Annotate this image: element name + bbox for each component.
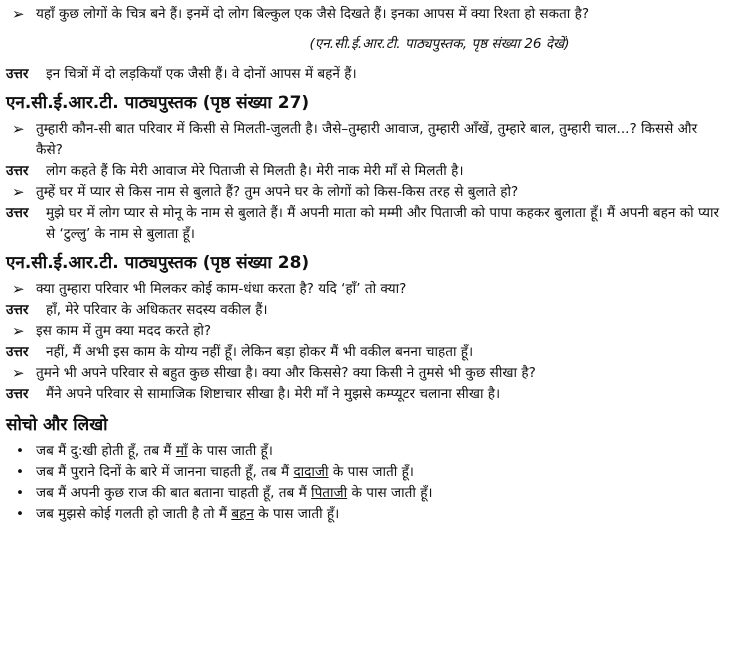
question-text: क्या तुम्हारा परिवार भी मिलकर कोई काम-धंधा करता है? यदि ‘हाँ’ तो क्या? (36, 281, 407, 297)
answer-28-1 (6, 300, 723, 321)
bullet-text-after: के पास जाती हूँ। (253, 506, 340, 522)
question-text: तुमने भी अपने परिवार से बहुत कुछ सीखा है। क्या और किससे? क्या किसी ने तुमसे भी कुछ सीखा है? (36, 365, 536, 381)
answer-text: नहीं, मैं अभी इस काम के योग्य नहीं हूँ। लेकिन बड़ा होकर मैं भी वकील बनना चाहता हूँ। (46, 344, 474, 360)
answer-27-2 (6, 203, 723, 245)
question-27-2 (6, 182, 723, 203)
answer-intro (6, 64, 723, 85)
bullet-item (6, 441, 723, 462)
arrow-icon: ➢ (12, 280, 25, 298)
textbook-reference: (एन.सी.ई.आर.टी. पाठ्यपुस्तक, पृष्ठ संख्या 26 देखें) (309, 36, 570, 52)
fill-answer: पिताजी (311, 485, 348, 501)
bullet-icon: • (16, 464, 25, 480)
answer-text: हाँ, मेरे परिवार के अधिकतर सदस्य वकील हैं। (46, 302, 268, 318)
question-text: तुम्हें घर में प्यार से किस नाम से बुलाते हैं? तुम अपने घर के लोगों को किस-किस तरह से बुलाते हो? (36, 184, 519, 200)
question-28-3 (6, 363, 723, 384)
fill-answer: दादाजी (293, 464, 329, 480)
bullet-icon: • (16, 506, 25, 522)
arrow-icon: ➢ (12, 322, 25, 340)
bullet-text-before: जब मैं दु:खी होती हूँ, तब मैं (36, 443, 176, 459)
answer-28-2 (6, 342, 723, 363)
question-27-1 (6, 119, 723, 161)
section-heading-28: एन.सी.ई.आर.टी. पाठ्यपुस्तक (पृष्ठ संख्या 28) (6, 253, 310, 273)
bullet-item (6, 462, 723, 483)
fill-answer: माँ (175, 443, 188, 459)
question-text: यहाँ कुछ लोगों के चित्र बने हैं। इनमें दो लोग बिल्कुल एक जैसे दिखते हैं। इनका आपस में क्या रिश्ता हो सकता है? (36, 6, 590, 22)
answer-text: मैंने अपने परिवार से सामाजिक शिष्टाचार सीखा है। मेरी माँ ने मुझसे कम्प्यूटर चलाना सीखा है। (46, 386, 501, 402)
bullet-text-before: जब मुझसे कोई गलती हो जाती है तो मैं (36, 506, 232, 522)
answer-text: इन चित्रों में दो लड़कियाँ एक जैसी हैं। वे दोनों आपस में बहनें हैं। (46, 66, 357, 82)
bullet-text-before: जब मैं पुराने दिनों के बारे में जानना चाहती हूँ, तब मैं (36, 464, 294, 480)
bullet-item (6, 483, 723, 504)
answer-27-1 (6, 161, 723, 182)
answer-label: उत्तर (6, 163, 29, 179)
arrow-icon: ➢ (12, 183, 25, 201)
bullet-icon: • (16, 485, 25, 501)
question-text: तुम्हारी कौन-सी बात परिवार में किसी से मिलती-जुलती है। जैसे–तुम्हारी आवाज, तुम्हारी आँखें, तुम्हारे बाल, तुम्हारी चाल...? किससे और कैसे? (36, 121, 698, 158)
question-text: इस काम में तुम क्या मदद करते हो? (36, 323, 212, 339)
answer-28-3 (6, 384, 723, 405)
question-28-1 (6, 279, 723, 300)
think-write-heading: सोचो और लिखो (6, 415, 108, 435)
answer-text: लोग कहते हैं कि मेरी आवाज मेरे पिताजी से मिलती है। मेरी नाक मेरी माँ से मिलती है। (46, 163, 464, 179)
bullet-icon: • (16, 443, 25, 459)
bullet-item (6, 504, 723, 525)
question-intro (6, 4, 723, 25)
question-28-2 (6, 321, 723, 342)
answer-text: मुझे घर में लोग प्यार से मोनू के नाम से बुलाते हैं। मैं अपनी माता को मम्मी और पिताजी को पापा कहकर बुलाता हूँ। मैं अपनी बहन को प्यार से ‘टुल्लु’ के नाम से बुलाता हूँ। (46, 205, 720, 242)
section-heading-27: एन.सी.ई.आर.टी. पाठ्यपुस्तक (पृष्ठ संख्या 27) (6, 93, 310, 113)
arrow-icon: ➢ (12, 364, 25, 382)
fill-answer: बहन (231, 506, 254, 522)
bullet-text-after: के पास जाती हूँ। (347, 485, 433, 501)
answer-label: उत्तर (6, 302, 29, 318)
answer-label: उत्तर (6, 386, 29, 402)
arrow-icon: ➢ (12, 120, 25, 138)
arrow-icon: ➢ (12, 5, 25, 23)
answer-label: उत्तर (6, 205, 29, 221)
answer-label: उत्तर (6, 66, 29, 82)
answer-label: उत्तर (6, 344, 29, 360)
bullet-text-after: के पास जाती हूँ। (328, 464, 414, 480)
bullet-text-after: के पास जाती हूँ। (187, 443, 273, 459)
bullet-text-before: जब मैं अपनी कुछ राज की बात बताना चाहती हूँ, तब मैं (36, 485, 312, 501)
